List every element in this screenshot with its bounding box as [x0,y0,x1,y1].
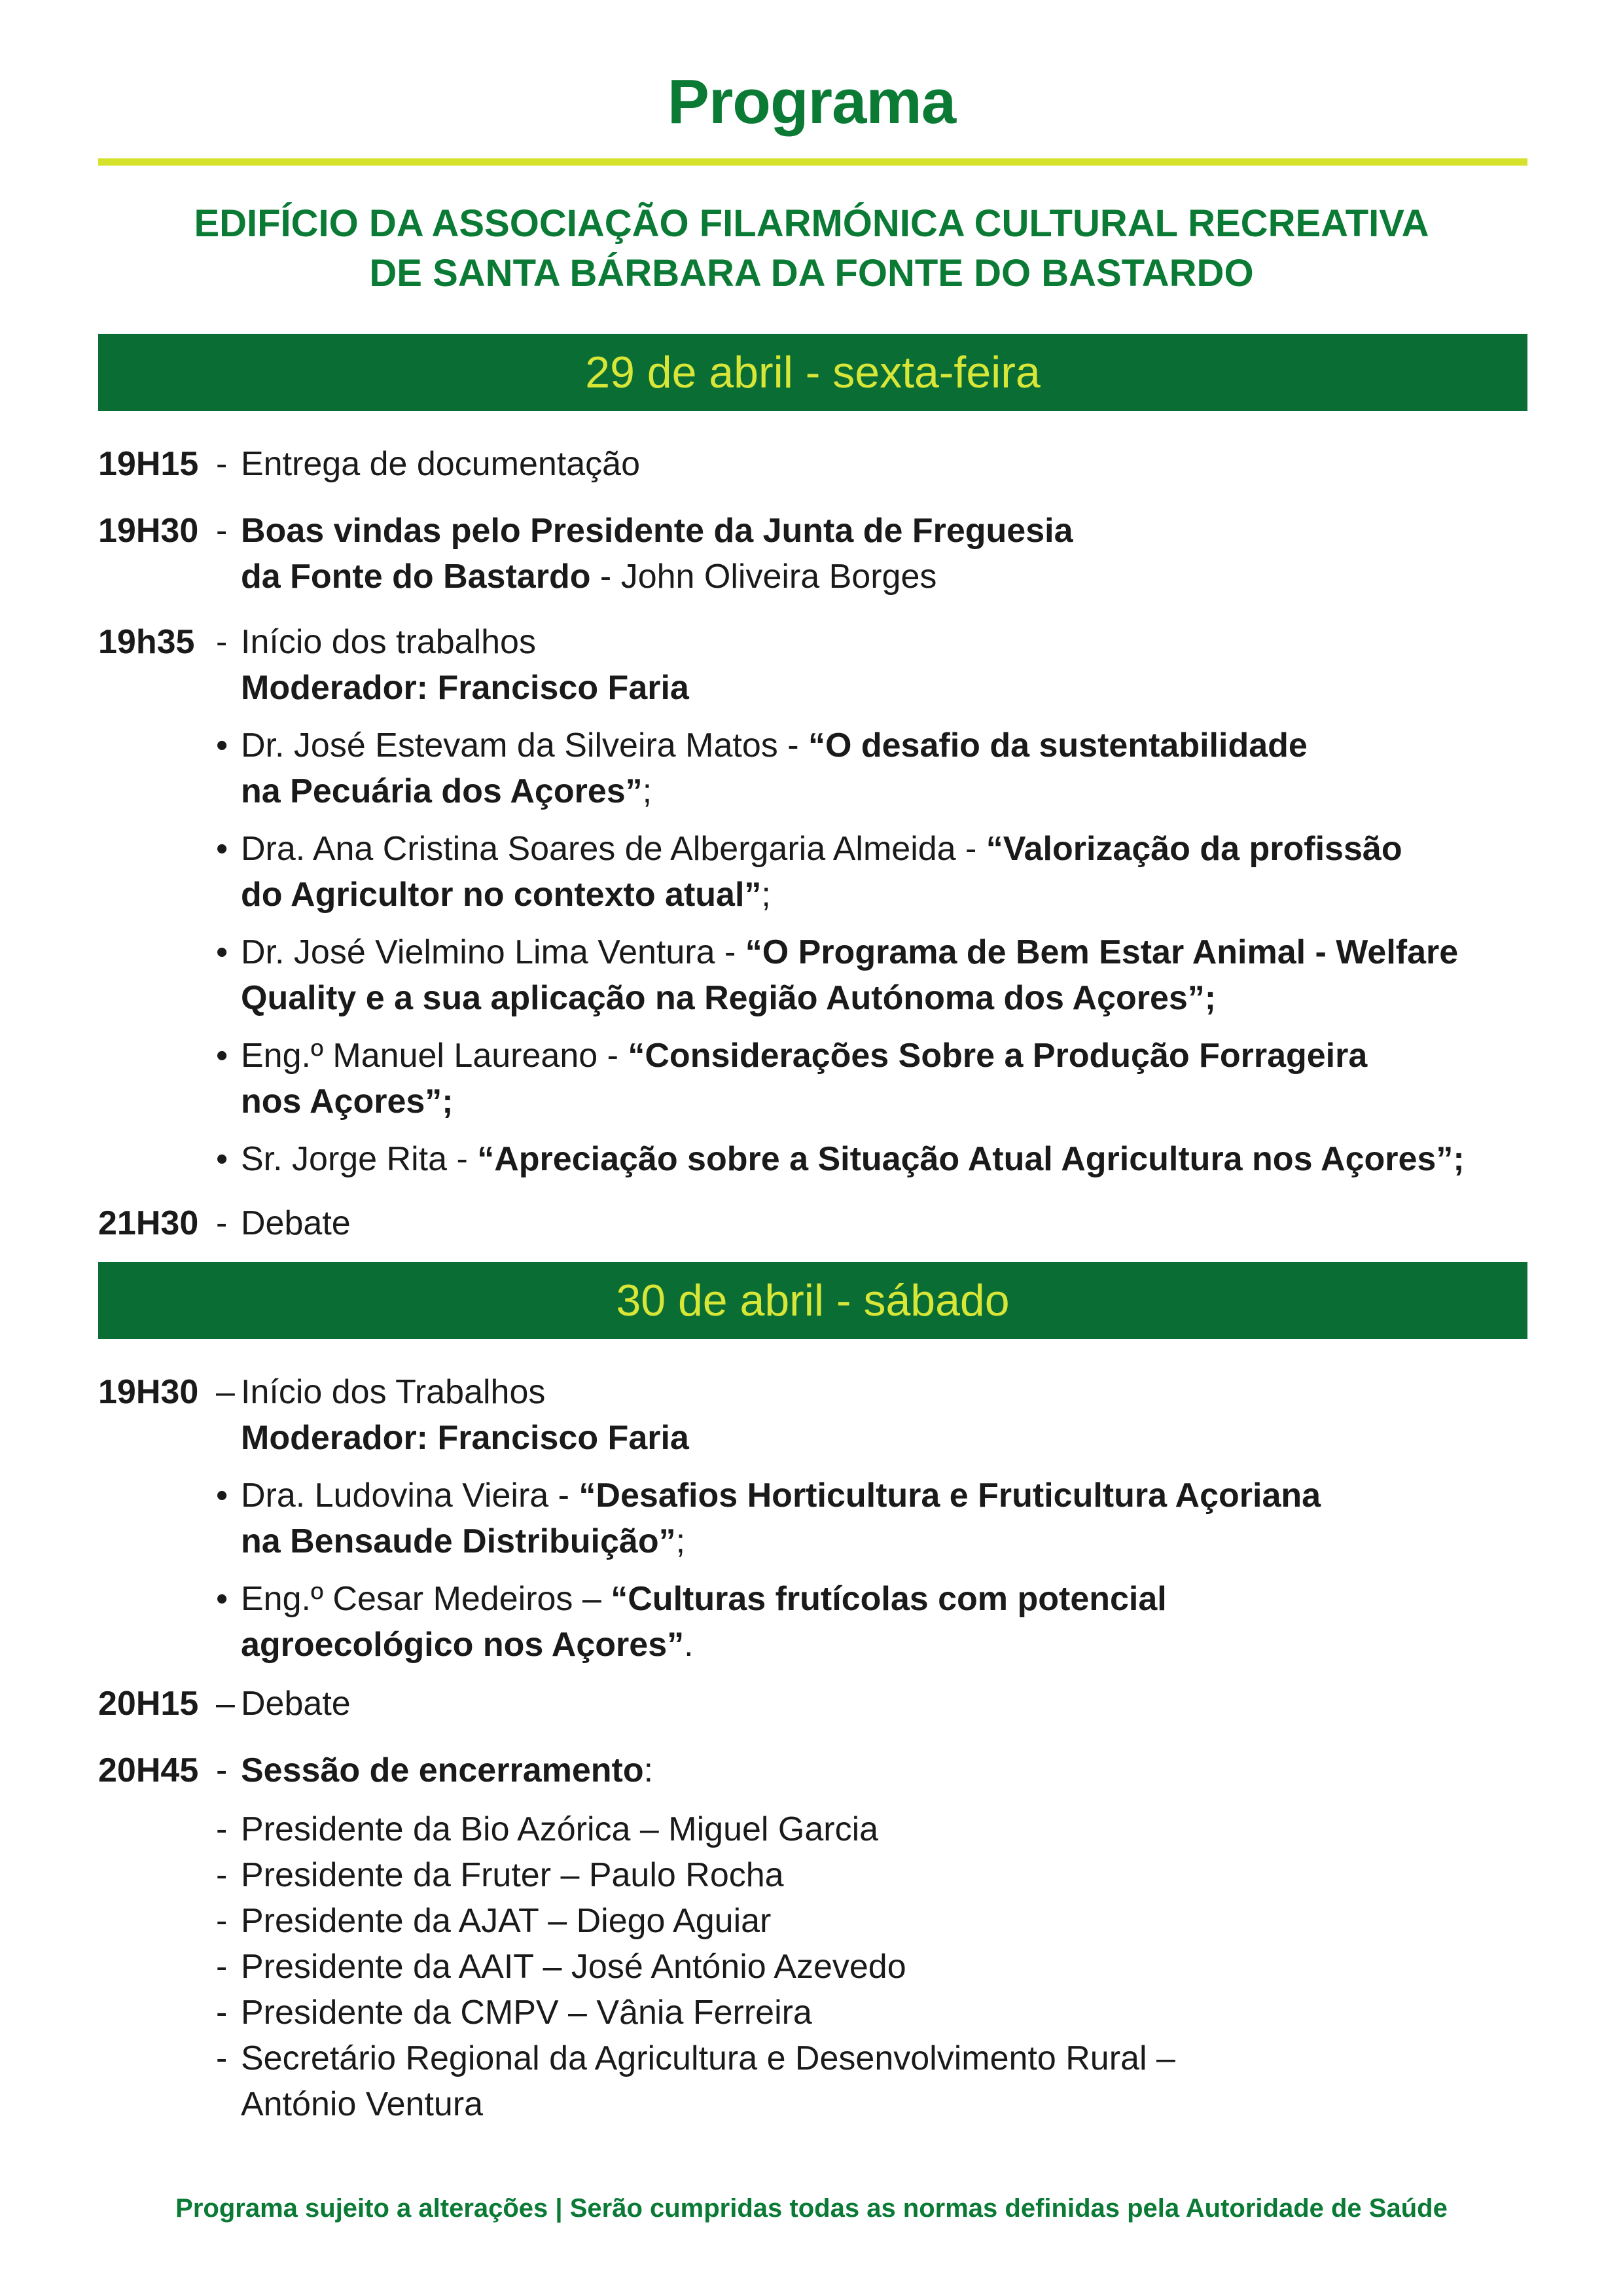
title-divider [98,158,1527,166]
list-item: - Presidente da AAIT – José António Azevedo [216,1948,906,1986]
schedule-item-closing: 20H45 - Sessão de encerramento: [98,1748,1538,1793]
item-text: Entrega de documentação [241,445,640,483]
speaker-item: • Eng.º Cesar Medeiros – “Culturas frutícolas com potencial agroecológico nos Açores”. [216,1580,1167,1664]
speaker-item: • Sr. Jorge Rita - “Apreciação sobre a Situação Atual Agricultura nos Açores”; [216,1140,1465,1178]
list-item-continued: António Ventura [241,2085,484,2123]
speaker-item: • Dra. Ana Cristina Soares de Albergaria Almeida - “Valorização da profissão do Agricultor no contexto atual”; [216,830,1402,914]
list-item: - Presidente da Bio Azórica – Miguel Garcia [216,1810,879,1848]
list-item: - Presidente da Fruter – Paulo Rocha [216,1856,784,1894]
list-item: - Presidente da AJAT – Diego Aguiar [216,1902,772,1940]
moderator: Moderador: Francisco Faria [241,1419,689,1457]
day2-header: 30 de abril - sábado [98,1262,1527,1339]
schedule-item-debate: 21H30 - Debate [98,1200,1538,1246]
list-item: - Secretário Regional da Agricultura e Desenvolvimento Rural – [216,2039,1175,2077]
time-label: 19H30 [98,512,199,550]
speaker-item: • Dr. José Estevam da Silveira Matos - “O desafio da sustentabilidade na Pecuária dos Açores”; [216,726,1308,810]
schedule-item-debate-day2: 20H15 – Debate [98,1681,1538,1727]
closing-list [98,1806,1538,2127]
page-title: Programa [667,67,956,137]
day1-header: 29 de abril - sexta-feira [98,334,1527,411]
time-label: 20H45 [98,1751,199,1789]
speaker-item: • Eng.º Manuel Laureano - “Considerações Sobre a Produção Forrageira nos Açores”; [216,1037,1368,1121]
time-label: 19H30 [98,1373,199,1411]
day1-schedule [98,441,1538,487]
time-label: 19H15 [98,445,199,483]
schedule-item: 19H15 - Entrega de documentação [98,441,1538,487]
time-label: 20H15 [98,1685,199,1723]
time-label: 21H30 [98,1204,199,1242]
schedule-item-works-day2: 19H30 – Início dos Trabalhos Moderador: Francisco Faria [98,1369,1538,1461]
speaker-item: • Dr. José Vielmino Lima Ventura - “O Programa de Bem Estar Animal - Welfare Quality e a sua aplicação na Região Autónoma dos Açores”; [216,933,1459,1017]
footer-note: Programa sujeito a alterações | Serão cumpridas todas as normas definidas pela Autoridade de Saúde [175,2194,1448,2223]
venue-line-2: DE SANTA BÁRBARA DA FONTE DO BASTARDO [369,252,1254,295]
venue-line-1: EDIFÍCIO DA ASSOCIAÇÃO FILARMÓNICA CULTURAL RECREATIVA [194,202,1429,245]
speaker-item: • Dra. Ludovina Vieira - “Desafios Horticultura e Fruticultura Açoriana na Bensaude Distribuição”; [216,1477,1321,1560]
time-label: 19h35 [98,623,195,661]
moderator: Moderador: Francisco Faria [241,669,689,707]
venue-heading [0,199,1623,298]
schedule-item-works: 19h35 - Início dos trabalhos Moderador: Francisco Faria [98,619,1538,711]
list-item: - Presidente da CMPV – Vânia Ferreira [216,1994,812,2032]
schedule-item-welcome: 19H30 - Boas vindas pelo Presidente da Junta de Freguesia da Fonte do Bastardo - John Oliveira Borges [98,508,1538,600]
